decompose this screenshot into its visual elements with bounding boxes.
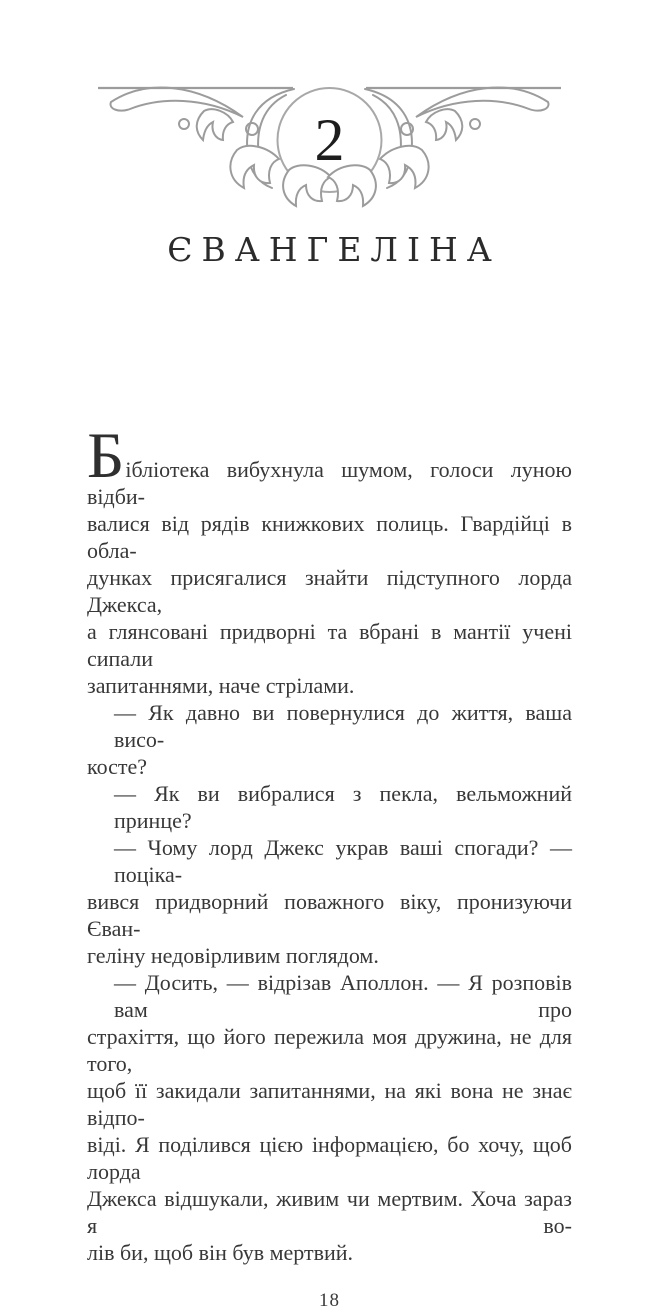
body-text (87, 420, 572, 1266)
text-line: віді. Я поділився цією інформацією, бо хочу, щоб лорда (87, 1132, 572, 1184)
text-line: геліну недовірливим поглядом. (87, 943, 379, 968)
paragraph (87, 420, 572, 699)
text-line: косте? (87, 754, 148, 779)
text-line: Бібліотека вибухнула шумом, голоси луною відби- (87, 420, 572, 509)
text-line: вився придворний поважного віку, пронизуючи Єван- (87, 889, 572, 941)
text-line: а глянсовані придворні та вбрані в мантії учені сипали (87, 619, 572, 671)
page-number: 18 (319, 1290, 340, 1311)
text-line: — Чому лорд Джекс украв ваші спогади? — поціка- (114, 835, 572, 887)
chapter-title: ЄВАНГЕЛІНА (167, 230, 501, 269)
chapter-number: 2 (314, 107, 345, 173)
book-page (0, 60, 659, 1311)
paragraph (87, 834, 572, 969)
text-line: — Як давно ви повернулися до життя, ваша висо- (114, 700, 572, 752)
text-line: запитаннями, наче стрілами. (87, 673, 355, 698)
text-line: дунках присягалися знайти підступного лорда Джекса, (87, 565, 572, 617)
text-line: страхіття, що його пережила моя дружина, не для того, (87, 1024, 572, 1076)
text-line: — Досить, — відрізав Аполлон. — Я розповів вам про (114, 970, 572, 1022)
text-line: щоб її закидали запитаннями, на які вона не знає відпо- (87, 1078, 572, 1130)
raised-initial-cap: Б (87, 420, 126, 492)
floral-flourish-ornament-icon (0, 60, 659, 220)
paragraph (87, 969, 572, 1266)
paragraph (87, 699, 572, 780)
text-line: валися від рядів книжкових полиць. Гвардійці в обла- (87, 511, 572, 563)
chapter-ornament (0, 60, 659, 220)
text-line: — Як ви вибралися з пекла, вельможний принце? (114, 781, 572, 833)
paragraph (87, 780, 572, 834)
text-line: Джекса відшукали, живим чи мертвим. Хоча зараз я во- (87, 1186, 572, 1238)
text-line: лів би, щоб він був мертвий. (87, 1240, 354, 1265)
